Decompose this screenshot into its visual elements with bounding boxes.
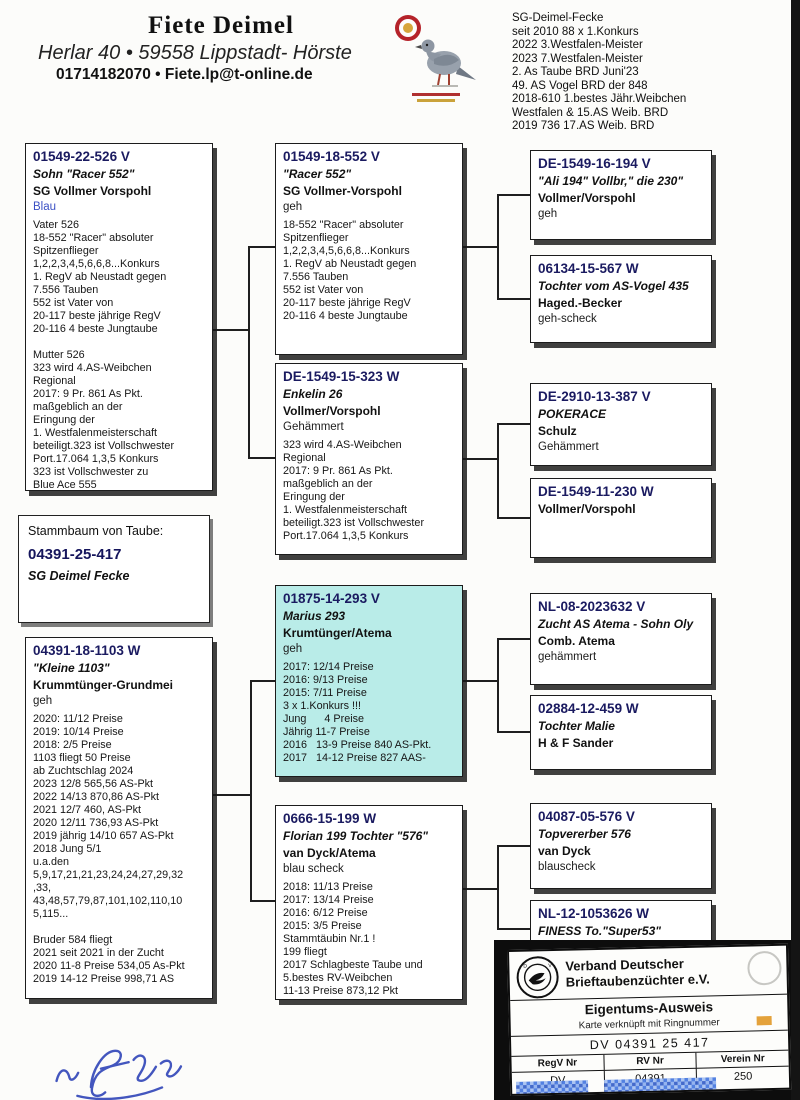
result-line: Eringung der [283, 491, 345, 503]
breeder-name: SG Vollmer Vorspohl [33, 184, 152, 198]
result-line: 2023 12/8 565,56 AS-Pkt [33, 778, 154, 790]
result-line: 3 x 1.Konkurs !!! [283, 700, 362, 712]
result-line: 20-116 4 beste Jungtaube [33, 323, 158, 335]
svg-text:V: V [548, 962, 552, 970]
result-line: 2018 Jung 5/1 [33, 843, 102, 855]
result-line: 1,2,2,3,4,5,6,6,8...Konkurs [33, 258, 160, 270]
achievement-line: 2023 7.Westfalen-Meister [512, 52, 643, 65]
pigeon-name: Florian 199 Tochter "576" [283, 829, 428, 843]
pedigree-connector-line [248, 246, 275, 248]
achievement-line: SG-Deimel-Fecke [512, 12, 604, 24]
result-line [33, 336, 205, 349]
result-line: 2017 Schlagbeste Taube und [283, 959, 423, 971]
result-line: Mutter 526 [33, 349, 85, 361]
result-line: 2018: 2/5 Preise [33, 739, 112, 751]
breeder-name: Haged.-Becker [538, 296, 623, 310]
pigeon-name: Topvererber 576 [538, 827, 631, 841]
pedigree-connector-line [497, 845, 530, 847]
pedigree-box-de-1549-16-194 [530, 150, 712, 240]
breeder-name: Schulz [538, 424, 577, 438]
breeder-name: SG Vollmer-Vorspohl [283, 184, 402, 198]
result-line: 18-552 "Racer" absoluter [283, 219, 404, 231]
result-line: Jung 4 Preise [283, 713, 365, 725]
result-line: Blue Ace 555 [33, 479, 97, 491]
pedigree-connector-line [463, 680, 499, 682]
pedigree-connector-line [497, 517, 530, 519]
result-line: 2019 jährig 14/10 657 AS-Pkt [33, 830, 174, 842]
pigeon-name: Marius 293 [283, 609, 346, 623]
certificate-table-header: RV Nr [604, 1053, 697, 1070]
result-line: 323 wird 4.AS-Weibchen [283, 439, 402, 451]
result-line: 323 wird 4.AS-Weibchen [33, 362, 152, 374]
result-line: 552 ist Vater von [283, 284, 364, 296]
pedigree-box-de-1549-11-230 [530, 478, 712, 558]
color-description: geh [33, 695, 53, 707]
color-description: geh [538, 208, 558, 220]
result-line: 5,9,17,21,21,23,24,24,27,29,32 [33, 869, 184, 881]
color-description: Gehämmert [283, 421, 344, 433]
breeder-name: Vollmer/Vorspohl [283, 404, 381, 418]
dv-association-logo-icon [515, 955, 560, 1000]
breeder-name: Krumtünger/Atema [283, 626, 392, 640]
pigeon-name: Tochter Malie [538, 719, 615, 733]
result-line: 2020: 11/12 Preise [33, 713, 123, 725]
pedigree-connector-line [497, 731, 530, 733]
ring-number: DE-1549-16-194 V [538, 156, 651, 171]
pedigree-box-0666-15-199 [275, 805, 463, 1000]
result-line: Stammtäubin Nr.1 ! [283, 933, 376, 945]
result-line: 552 ist Vater von [33, 297, 114, 309]
result-line: Vater 526 [33, 219, 80, 231]
pedigree-connector-line [497, 928, 530, 930]
pedigree-connector-line [213, 794, 252, 796]
certificate-table-header: Verein Nr [720, 1053, 765, 1066]
result-line: 43,48,57,79,87,101,102,110,10 [33, 895, 183, 907]
result-line: 20-116 4 beste Jungtaube [283, 310, 408, 322]
achievement-line: 2019 736 17.AS Weib. BRD [512, 120, 655, 132]
result-line: 199 fliegt [283, 946, 327, 958]
pedigree-box-dam-04391-18-1103 [25, 637, 213, 999]
result-line: 2021 seit 2021 in der Zucht [33, 947, 164, 959]
result-line: 2019: 10/14 Preise [33, 726, 124, 738]
result-line: Port.17.064 1,3,5 Konkurs [33, 453, 159, 465]
result-line: 2017: 13/14 Preise [283, 894, 374, 906]
breeder-title: Fiete Deimel [148, 12, 294, 39]
certificate-org [565, 955, 710, 990]
result-line: 2020 12/11 736,93 AS-Pkt [33, 817, 159, 829]
pedigree-box-01549-18-552 [275, 143, 463, 355]
ring-number: 06134-15-567 W [538, 261, 639, 276]
censored-area [516, 1080, 588, 1096]
result-line: 11-13 Preise 873,12 Pkt [283, 985, 399, 997]
pedigree-connector-line [497, 423, 499, 519]
color-description: geh [283, 201, 303, 213]
censored-area [604, 1077, 716, 1094]
color-description: Blau [33, 201, 57, 213]
result-line: 2017: 9 Pr. 861 As Pkt. [283, 465, 393, 477]
pigeon-name: "Racer 552" [283, 167, 352, 181]
color-description: gehämmert [538, 651, 597, 663]
pigeon-logo-icon [392, 8, 480, 108]
pedigree-connector-line [497, 194, 499, 300]
pedigree-connector-line [250, 680, 275, 682]
result-line: Eringung der [33, 414, 95, 426]
result-line: Spitzenflieger [283, 232, 349, 244]
scan-artifact-edge [791, 0, 800, 1100]
result-line: 2020 11-8 Preise 534,05 As-Pkt [33, 960, 185, 972]
result-line: 18-552 "Racer" absoluter [33, 232, 154, 244]
achievement-line: 2022 3.Westfalen-Meister [512, 39, 643, 51]
pedigree-box-01875-14-293 [275, 585, 463, 777]
result-line: 2018: 11/13 Preise [283, 881, 373, 893]
achievement-list [512, 12, 782, 134]
subject-ring-number: 04391-25-417 [28, 546, 122, 563]
breeder-name: Vollmer/Vorspohl [538, 502, 636, 516]
ring-number: NL-12-1053626 W [538, 906, 650, 921]
pigeon-name: Enkelin 26 [283, 387, 343, 401]
result-line: Bruder 584 fliegt [33, 934, 113, 946]
achievement-line: seit 2010 88 x 1.Konkurs [512, 25, 639, 38]
orange-mark [757, 1016, 772, 1025]
pedigree-box-06134-15-567 [530, 255, 712, 343]
ring-number: 01875-14-293 V [283, 591, 380, 606]
certificate-table-header: RegV Nr [511, 1055, 604, 1072]
breeder-name: H & F Sander [538, 736, 614, 750]
pedigree-box-02884-12-459 [530, 695, 712, 770]
pigeon-name: Zucht AS Atema - Sohn Oly [538, 617, 694, 631]
pedigree-connector-line [497, 298, 530, 300]
certificate-subtitle: Karte verknüpft mit Ringnummer [578, 1017, 720, 1032]
achievement-line: 2. As Taube BRD Juni'23 [512, 66, 639, 78]
result-line: 2016: 9/13 Preise [283, 674, 368, 686]
signature [44, 1031, 257, 1100]
result-line: 2017 14-12 Preise 827 AAS- [283, 752, 426, 764]
pedigree-connector-line [213, 329, 249, 331]
breeder-name: van Dyck [538, 844, 591, 858]
result-line: 7.556 Tauben [283, 271, 349, 283]
result-line: Regional [283, 452, 326, 464]
result-line: 2017: 12/14 Preise [283, 661, 374, 673]
subject-label: Stammbaum von Taube: [28, 524, 164, 538]
ring-number: 04391-18-1103 W [33, 643, 141, 658]
result-line: 2019 14-12 Preise 998,71 AS [33, 973, 175, 985]
result-line: 2015: 7/11 Preise [283, 687, 367, 699]
ring-number: 01549-18-552 V [283, 149, 380, 164]
certificate-title: Eigentums-Ausweis [584, 999, 714, 1018]
result-line: maßgeblich an der [33, 401, 123, 413]
result-line: 5,115... [33, 908, 69, 920]
subject-box [18, 515, 210, 623]
result-line: 1. RegV ab Neustadt gegen [283, 258, 417, 270]
result-line: 1. RegV ab Neustadt gegen [33, 271, 167, 283]
pigeon-name: Tochter vom AS-Vogel 435 [538, 279, 689, 293]
pedigree-connector-line [497, 423, 530, 425]
stamp-icon [747, 951, 782, 986]
certificate-org-line1: Verband Deutscher [565, 955, 685, 974]
breeder-contact: 01714182070 • Fiete.lp@t-online.de [56, 66, 313, 83]
pedigree-box-nl-08-2023632 [530, 593, 712, 685]
result-line: u.a.den [33, 856, 70, 868]
breeder-name: Krummtünger-Grundmei [33, 678, 174, 692]
result-line: 1. Westfalenmeisterschaft [33, 427, 158, 439]
result-line: 1. Westfalenmeisterschaft [283, 504, 408, 516]
result-line: 2017: 9 Pr. 861 As Pkt. [33, 388, 143, 400]
result-line: beteiligt.323 ist Vollschwester [283, 517, 425, 529]
pedigree-connector-line [463, 888, 499, 890]
result-line: 2015: 3/5 Preise [283, 920, 362, 932]
pedigree-connector-line [463, 458, 499, 460]
color-description: geh [283, 643, 303, 655]
result-line: 7.556 Tauben [33, 284, 99, 296]
color-description: geh-scheck [538, 313, 597, 325]
pedigree-connector-line [497, 638, 530, 640]
pedigree-box-04087-05-576 [530, 803, 712, 889]
pedigree-connector-line [463, 246, 499, 248]
result-line: 1,2,2,3,4,5,6,6,8...Konkurs [283, 245, 410, 257]
color-description: Gehämmert [538, 441, 599, 453]
achievement-line: Westfalen & 15.AS Weib. BRD [512, 106, 669, 119]
result-line: 5.bestes RV-Weibchen [283, 972, 393, 984]
pedigree-connector-line [497, 194, 530, 196]
svg-text:D: D [523, 963, 528, 970]
certificate-org-line2: Brieftaubenzüchter e.V. [565, 971, 710, 990]
breeder-address: Herlar 40 • 59558 Lippstadt- Hörste [38, 42, 352, 64]
ring-number: DE-1549-11-230 W [538, 484, 654, 499]
pigeon-name: FINESS To."Super53" [538, 924, 661, 938]
subject-breeder: SG Deimel Fecke [28, 569, 130, 583]
result-line: Spitzenflieger [33, 245, 99, 257]
pedigree-box-sire-01549-22-526 [25, 143, 213, 491]
color-description: blauscheck [538, 861, 596, 873]
breeder-name: Vollmer/Vorspohl [538, 191, 636, 205]
result-line: ab Zuchtschlag 2024 [33, 765, 134, 777]
result-line: 2022 14/13 870,86 AS-Pkt [33, 791, 160, 803]
breeder-name: Comb. Atema [538, 634, 615, 648]
loft-logo [392, 8, 480, 108]
achievement-line: 49. AS Vogel BRD der 848 [512, 79, 648, 92]
certificate-table-value: 250 [697, 1066, 789, 1090]
result-line: ,33, [33, 882, 52, 894]
result-line: Jährig 11-7 Preise [283, 726, 370, 738]
pedigree-connector-line [497, 638, 499, 733]
result-line: beteiligt.323 ist Vollschwester [33, 440, 175, 452]
pedigree-box-de-1549-15-323 [275, 363, 463, 555]
pigeon-name: Sohn "Racer 552" [33, 167, 135, 181]
pigeon-name: "Ali 194" Vollbr," die 230" [538, 174, 684, 188]
pigeon-name: POKERACE [538, 407, 607, 421]
pedigree-connector-line [248, 246, 250, 459]
ownership-certificate [507, 944, 791, 1096]
ring-number: 04087-05-576 V [538, 809, 635, 824]
ring-number: 0666-15-199 W [283, 811, 377, 826]
result-line: 1103 fliegt 50 Preise [33, 752, 131, 764]
pedigree-connector-line [248, 457, 275, 459]
breeder-name: van Dyck/Atema [283, 846, 376, 860]
ring-number: 01549-22-526 V [33, 149, 130, 164]
result-line [33, 921, 205, 934]
result-line: Port.17.064 1,3,5 Konkurs [283, 530, 409, 542]
result-line: maßgeblich an der [283, 478, 373, 490]
pedigree-connector-line [497, 845, 499, 930]
ring-number: DE-2910-13-387 V [538, 389, 651, 404]
pigeon-name: "Kleine 1103" [33, 661, 110, 675]
result-line: 20-117 beste jährige RegV [33, 310, 161, 322]
result-line: 2021 12/7 460, AS-Pkt [33, 804, 142, 816]
achievement-line: 2018-610 1.bestes Jähr.Weibchen [512, 93, 687, 105]
pedigree-box-de-2910-13-387 [530, 383, 712, 466]
ring-number: NL-08-2023632 V [538, 599, 646, 614]
pedigree-connector-line [250, 680, 252, 902]
result-line: 323 ist Vollschwester zu [33, 466, 149, 478]
pedigree-connector-line [250, 900, 275, 902]
result-line: 20-117 beste jährige RegV [283, 297, 411, 309]
ring-number: DE-1549-15-323 W [283, 369, 400, 384]
color-description: blau scheck [283, 863, 344, 875]
certificate-ring-number: DV 04391 25 417 [511, 1030, 788, 1057]
result-line: Regional [33, 375, 76, 387]
result-line: 2016 13-9 Preise 840 AS-Pkt. [283, 739, 432, 751]
ring-number: 02884-12-459 W [538, 701, 639, 716]
result-line: 2016: 6/12 Preise [283, 907, 368, 919]
